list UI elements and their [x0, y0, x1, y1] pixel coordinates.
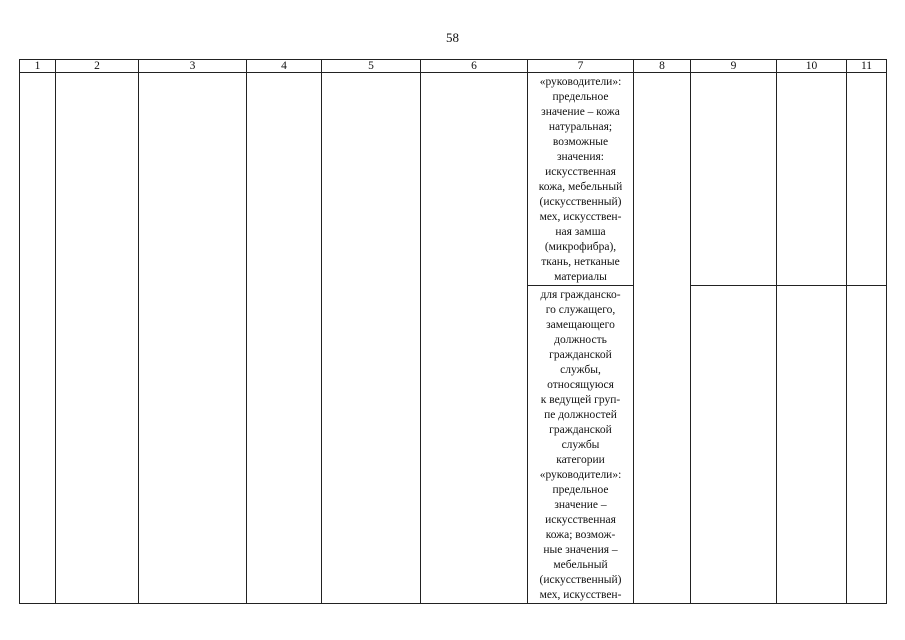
cell-text-line: возможные: [552, 136, 609, 148]
table-cell-col7: [528, 286, 634, 604]
cell-text-line: службы,: [560, 364, 601, 376]
page-number: 58: [446, 30, 459, 45]
cell-text-line: значение – кожа: [541, 106, 620, 118]
column-header: 11: [847, 60, 887, 73]
cell-text-line: кожа; возмож-: [545, 529, 616, 541]
column-header: 7: [528, 60, 634, 73]
cell-text-line: (искусственный): [539, 574, 622, 586]
table-cell: [322, 73, 421, 604]
table-cell: [847, 286, 887, 604]
header-row: [20, 60, 887, 73]
cell-text-line: ткань, нетканые: [541, 256, 620, 268]
column-header: 3: [139, 60, 247, 73]
table-cell: [139, 73, 247, 604]
cell-text-block: [528, 73, 633, 285]
column-header: 9: [691, 60, 777, 73]
cell-text-line: натуральная;: [548, 121, 613, 133]
table-cell: [777, 73, 847, 286]
table-cell: [847, 73, 887, 286]
cell-text-line: к ведущей груп-: [540, 394, 621, 406]
cell-text-line: гражданской: [549, 349, 612, 361]
cell-text-line: пе должностей: [544, 409, 617, 421]
table-cell: [56, 73, 139, 604]
cell-text-line: искусственная: [545, 166, 616, 178]
column-header: 8: [634, 60, 691, 73]
table-row: [20, 73, 887, 286]
table-cell: [247, 73, 322, 604]
cell-text-line: (микрофибра),: [544, 241, 617, 253]
cell-text-line: относящуюся: [547, 379, 614, 391]
requirements-table: [19, 59, 887, 604]
cell-text-line: мех, искусствен-: [539, 211, 622, 223]
cell-text-line: службы: [561, 439, 600, 451]
cell-text-line: материалы: [554, 271, 607, 283]
column-header: 4: [247, 60, 322, 73]
cell-text-line: (искусственный): [539, 196, 622, 208]
column-header: 1: [20, 60, 56, 73]
cell-text-line: предельное: [552, 91, 609, 103]
cell-text-line: гражданской: [549, 424, 612, 436]
cell-text-line: кожа, мебельный: [538, 181, 623, 193]
table-cell: [777, 286, 847, 604]
cell-text-line: искусственная: [545, 514, 616, 526]
column-header: 6: [421, 60, 528, 73]
cell-text-line: ная замша: [555, 226, 606, 238]
cell-text-line: для гражданско-: [540, 289, 621, 301]
cell-text-line: «руководители»:: [539, 76, 622, 88]
cell-text-line: мебельный: [553, 559, 608, 571]
cell-text-line: категории: [556, 454, 605, 466]
column-header: 2: [56, 60, 139, 73]
cell-text-line: мех, искусствен-: [539, 589, 622, 601]
cell-text-line: замещающего: [546, 319, 615, 331]
cell-text-block: [528, 286, 633, 603]
cell-text-line: «руководители»:: [539, 469, 622, 481]
column-header: 10: [777, 60, 847, 73]
cell-text-line: ные значения –: [543, 544, 618, 556]
table-cell: [691, 73, 777, 286]
table-cell-col7: [528, 73, 634, 286]
cell-text-line: значения:: [556, 151, 605, 163]
table-cell: [421, 73, 528, 604]
table-cell: [634, 73, 691, 604]
cell-text-line: предельное: [552, 484, 609, 496]
cell-text-line: значение –: [554, 499, 607, 511]
table-cell: [20, 73, 56, 604]
table-cell: [691, 286, 777, 604]
cell-text-line: должность: [554, 334, 607, 346]
column-header: 5: [322, 60, 421, 73]
cell-text-line: го служащего,: [545, 304, 616, 316]
